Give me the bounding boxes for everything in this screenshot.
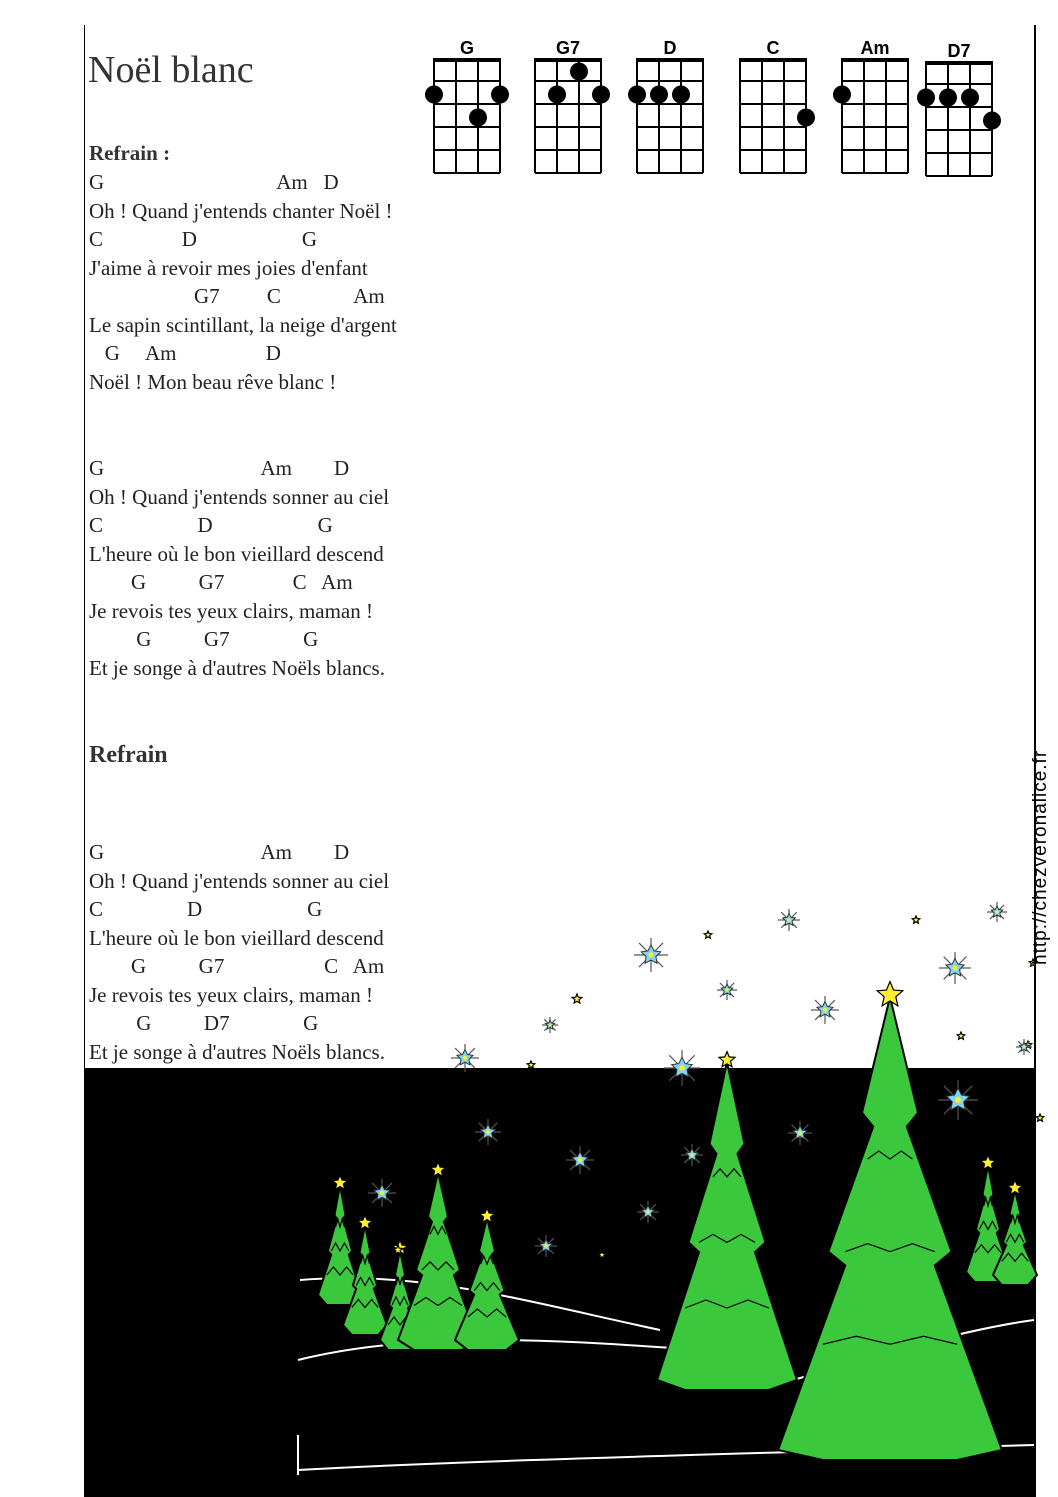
snowflake-icon xyxy=(475,1119,501,1145)
lyric-line: Le sapin scintillant, la neige d'argent xyxy=(89,313,397,337)
chord-line: G G7 C Am xyxy=(89,570,353,594)
lyric-line: L'heure où le bon vieillard descend xyxy=(89,926,384,950)
snowflake-icon xyxy=(811,996,839,1024)
section-heading: Refrain : xyxy=(89,141,171,165)
star-icon xyxy=(957,1032,965,1039)
snowflake-icon xyxy=(938,1080,978,1120)
chord-line: G Am D xyxy=(89,170,339,194)
snowflake-icon xyxy=(368,1179,396,1207)
chord-line: G G7 C Am xyxy=(89,954,385,978)
chord-line: G Am D xyxy=(89,840,350,864)
chord-diagram-name: D7 xyxy=(947,41,971,61)
snowflake-icon xyxy=(566,1146,594,1174)
snowflake-icon xyxy=(637,1201,659,1223)
chord-line: G Am D xyxy=(89,456,350,480)
chord-line: C D G xyxy=(89,513,333,537)
chord-diagram-name: C xyxy=(766,38,780,58)
site-url: http://chezveronalice.fr xyxy=(1030,749,1051,965)
snowflake-icon xyxy=(939,952,971,984)
chord-line: G7 C Am xyxy=(89,284,385,308)
chord-line: G G7 G xyxy=(89,627,319,651)
snowflake-icon xyxy=(542,1017,558,1033)
star-icon xyxy=(598,1251,606,1258)
lyric-line: Noël ! Mon beau rêve blanc ! xyxy=(89,370,337,394)
chord-line: G D7 G xyxy=(89,1011,319,1035)
lyric-line: Oh ! Quand j'entends sonner au ciel xyxy=(89,485,390,509)
snowflake-icon xyxy=(987,902,1007,922)
star-icon xyxy=(572,994,582,1003)
chord-line: G Am D xyxy=(89,341,281,365)
snowflake-icon xyxy=(778,909,800,931)
chord-diagram-name: D xyxy=(663,38,677,58)
chord-diagram-name: G7 xyxy=(555,38,580,58)
lyric-line: Je revois tes yeux clairs, maman ! xyxy=(89,983,373,1007)
tree-icon xyxy=(778,997,1002,1460)
song-title: Noël blanc xyxy=(88,49,254,91)
lyric-line: Et je songe à d'autres Noëls blancs. xyxy=(89,1040,385,1064)
lyric-line: J'aime à revoir mes joies d'enfant xyxy=(89,256,368,280)
snowflake-icon xyxy=(788,1121,812,1145)
chord-line: C D G xyxy=(89,897,323,921)
snowflake-icon xyxy=(717,980,737,1000)
tree-icon xyxy=(993,1190,1037,1285)
lyric-line: Je revois tes yeux clairs, maman ! xyxy=(89,599,373,623)
snowflake-icon xyxy=(664,1050,700,1086)
chord-line: C D G xyxy=(89,227,318,251)
section-heading: Refrain xyxy=(89,742,168,768)
lyric-line: Oh ! Quand j'entends chanter Noël ! xyxy=(89,199,393,223)
star-icon xyxy=(912,916,920,923)
snowflake-icon xyxy=(634,938,668,972)
tree-icon xyxy=(455,1218,519,1350)
star-icon xyxy=(1036,1114,1044,1121)
tree-icon xyxy=(657,1062,797,1390)
snowflake-icon xyxy=(1016,1039,1032,1055)
lyric-line: Oh ! Quand j'entends sonner au ciel xyxy=(89,869,390,893)
chord-diagram-name: Am xyxy=(860,38,890,58)
star-icon xyxy=(704,931,712,938)
lyric-line: Et je songe à d'autres Noëls blancs. xyxy=(89,656,385,680)
chord-diagram-name: G xyxy=(459,38,474,58)
snowflake-icon xyxy=(535,1235,557,1257)
star-icon xyxy=(527,1061,535,1068)
snowflake-icon xyxy=(451,1044,479,1072)
lyric-line: L'heure où le bon vieillard descend xyxy=(89,542,384,566)
snowflake-icon xyxy=(681,1144,703,1166)
